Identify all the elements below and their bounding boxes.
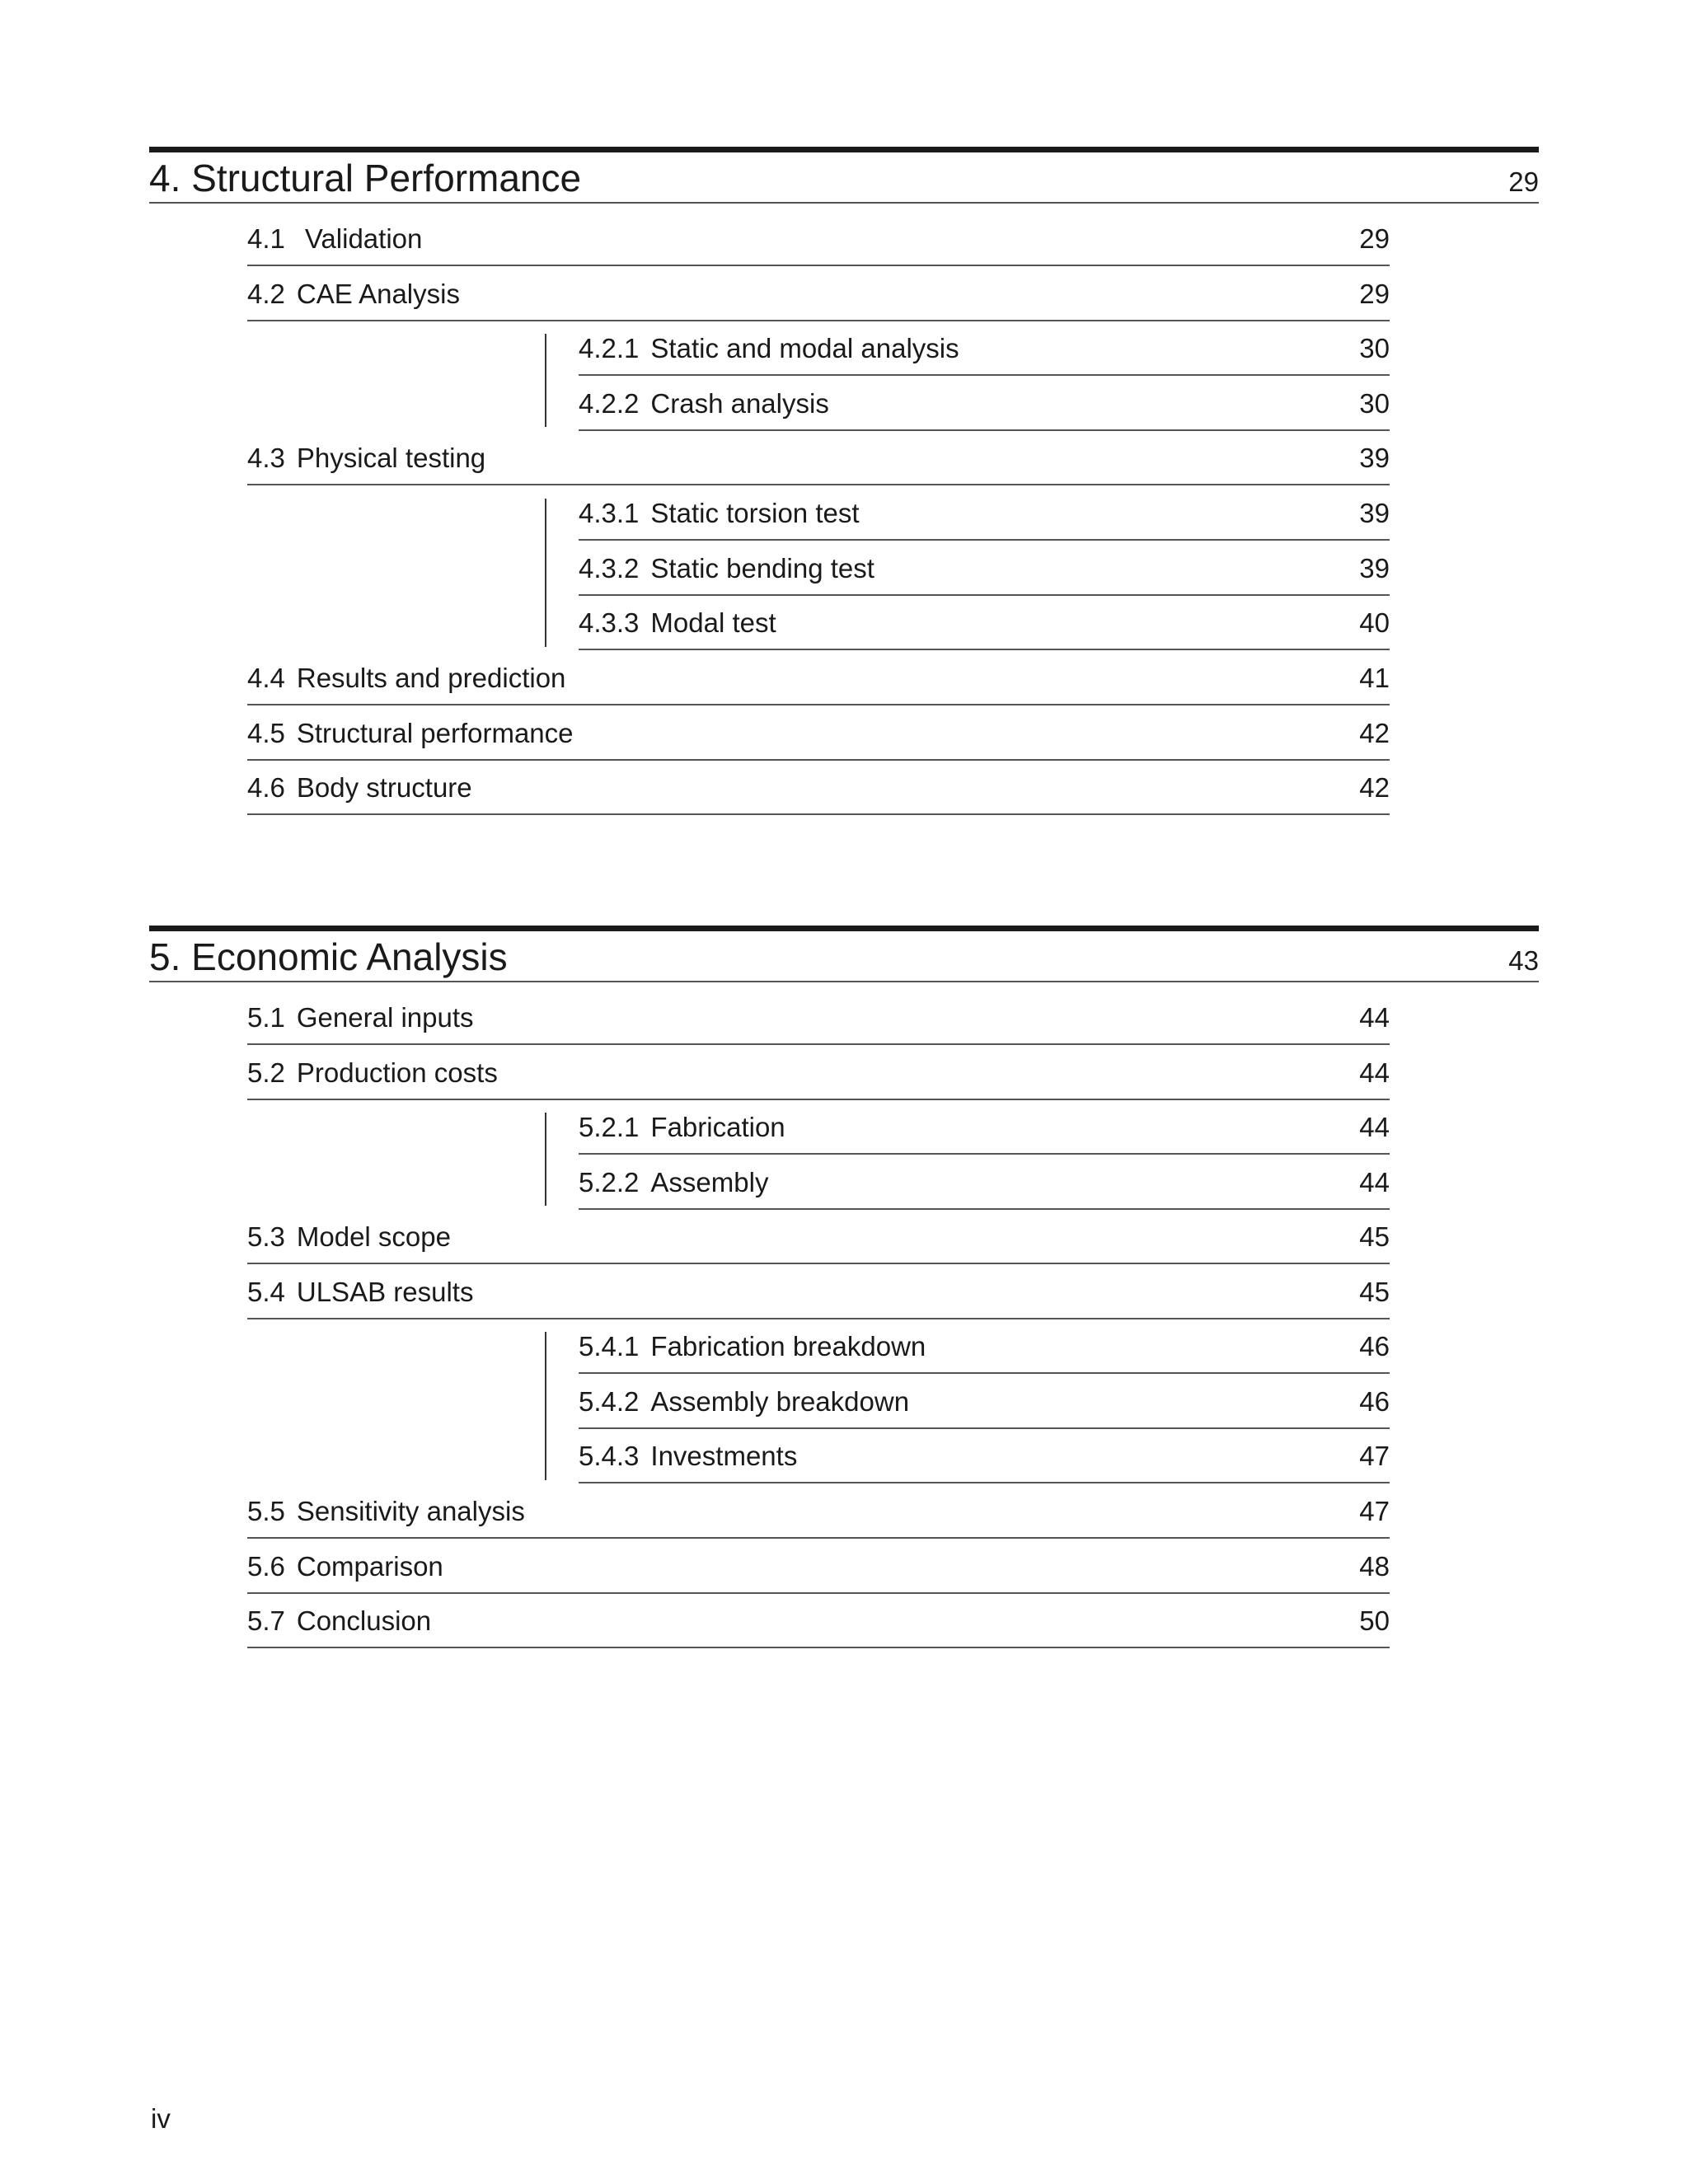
entry-label: Validation (304, 223, 423, 254)
entry-page: 39 (1359, 498, 1390, 528)
chapter-page-number: 43 (1508, 945, 1539, 976)
entry-label: Static bending test (650, 553, 874, 583)
entry-page: 50 (1359, 1605, 1390, 1636)
toc-entry[interactable] (247, 705, 1390, 761)
toc-subentry[interactable] (579, 594, 1390, 650)
entry-label: ULSAB results (296, 1277, 474, 1307)
entry-page: 39 (1359, 553, 1390, 583)
toc-subentry[interactable] (579, 485, 1390, 541)
entry-page: 29 (1359, 223, 1390, 254)
entry-number: 4.3.3 (579, 607, 640, 638)
toc-subentry[interactable] (579, 1099, 1390, 1155)
toc-entry[interactable] (247, 1263, 1390, 1319)
entry-number: 4.3.1 (579, 498, 640, 528)
toc-subentry[interactable] (579, 1154, 1390, 1210)
entry-page: 47 (1359, 1441, 1390, 1471)
entry-page: 42 (1359, 772, 1390, 803)
chapter-heading-4 (149, 147, 1539, 204)
entry-label: Assembly (650, 1167, 769, 1197)
chapter-top-rule (149, 926, 1539, 931)
entry-label: Body structure (296, 772, 472, 803)
entry-label: Structural performance (296, 718, 574, 748)
entry-number: 5.3 (247, 1221, 285, 1252)
entry-page: 30 (1359, 333, 1390, 363)
entry-number: 5.6 (247, 1551, 285, 1582)
entry-number: 5.2.1 (579, 1112, 640, 1142)
entry-number: 5.4.3 (579, 1441, 640, 1471)
entry-page: 29 (1359, 279, 1390, 309)
chapter-title[interactable]: 5. Economic Analysis (149, 935, 508, 978)
subsection-bracket (545, 1332, 546, 1480)
entry-label: Results and prediction (296, 663, 566, 693)
entry-label: Assembly breakdown (650, 1386, 910, 1417)
entry-page: 41 (1359, 663, 1390, 693)
entry-label: Crash analysis (650, 388, 829, 419)
toc-entry[interactable] (247, 1044, 1390, 1100)
entry-number: 4.3.2 (579, 553, 640, 583)
entry-number: 5.4.2 (579, 1386, 640, 1417)
entry-label: Sensitivity analysis (296, 1496, 525, 1526)
toc-entry[interactable] (247, 1592, 1390, 1648)
entry-number: 5.5 (247, 1496, 285, 1526)
chapter-top-rule (149, 147, 1539, 152)
entry-number: 4.4 (247, 663, 285, 693)
entry-label: General inputs (296, 1002, 474, 1033)
entry-page: 44 (1359, 1002, 1390, 1033)
entry-number: 4.2 (247, 279, 285, 309)
entry-number: 5.2.2 (579, 1167, 640, 1197)
entry-label: Investments (650, 1441, 798, 1471)
toc-subentry[interactable] (579, 1373, 1390, 1429)
entry-number: 4.3 (247, 443, 285, 473)
entry-label: CAE Analysis (296, 279, 460, 309)
toc-entry[interactable] (247, 759, 1390, 815)
entry-label: Conclusion (296, 1605, 432, 1636)
entry-page: 40 (1359, 607, 1390, 638)
entry-label: Fabrication breakdown (650, 1331, 926, 1361)
toc-subentry[interactable] (579, 1318, 1390, 1374)
entry-number: 5.2 (247, 1057, 285, 1088)
toc-entry[interactable] (247, 210, 1390, 266)
toc-entry[interactable] (247, 1208, 1390, 1264)
entry-page: 39 (1359, 443, 1390, 473)
entry-number: 5.4 (247, 1277, 285, 1307)
entry-page: 45 (1359, 1277, 1390, 1307)
toc-entry[interactable] (247, 989, 1390, 1045)
entry-label: Static torsion test (650, 498, 860, 528)
toc-subentry[interactable] (579, 320, 1390, 376)
entry-label: Comparison (296, 1551, 443, 1582)
toc-entry[interactable] (247, 649, 1390, 705)
toc-subentry[interactable] (579, 540, 1390, 596)
toc-subentry[interactable] (579, 375, 1390, 431)
entry-page: 47 (1359, 1496, 1390, 1526)
subsection-bracket (545, 499, 546, 647)
entry-number: 4.5 (247, 718, 285, 748)
toc-entry[interactable] (247, 429, 1390, 485)
entry-number: 4.6 (247, 772, 285, 803)
entry-page: 30 (1359, 388, 1390, 419)
entry-page: 46 (1359, 1331, 1390, 1361)
entry-number: 4.2.2 (579, 388, 640, 419)
entry-page: 44 (1359, 1057, 1390, 1088)
entry-number: 5.1 (247, 1002, 285, 1033)
chapter-page-number: 29 (1508, 166, 1539, 197)
entry-label: Production costs (296, 1057, 498, 1088)
subsection-bracket (545, 334, 546, 427)
toc-subentry[interactable] (579, 1427, 1390, 1483)
entry-label: Static and modal analysis (650, 333, 959, 363)
entry-number: 5.4.1 (579, 1331, 640, 1361)
entry-number: 4.1 (247, 223, 285, 254)
entry-page: 44 (1359, 1167, 1390, 1197)
entry-label: Model scope (296, 1221, 451, 1252)
entry-page: 46 (1359, 1386, 1390, 1417)
entry-label: Fabrication (650, 1112, 785, 1142)
toc-entry[interactable] (247, 1483, 1390, 1539)
entry-page: 44 (1359, 1112, 1390, 1142)
entry-label: Modal test (650, 607, 776, 638)
subsection-bracket (545, 1113, 546, 1206)
chapter-title[interactable]: 4. Structural Performance (149, 157, 582, 199)
entry-label: Physical testing (296, 443, 486, 473)
entry-number: 5.7 (247, 1605, 285, 1636)
toc-entry[interactable] (247, 1538, 1390, 1594)
entry-page: 42 (1359, 718, 1390, 748)
entry-page: 45 (1359, 1221, 1390, 1252)
chapter-heading-5 (149, 926, 1539, 982)
toc-entry[interactable] (247, 265, 1390, 321)
entry-page: 48 (1359, 1551, 1390, 1582)
entry-number: 4.2.1 (579, 333, 640, 363)
page-number-footer: iv (151, 2103, 171, 2134)
